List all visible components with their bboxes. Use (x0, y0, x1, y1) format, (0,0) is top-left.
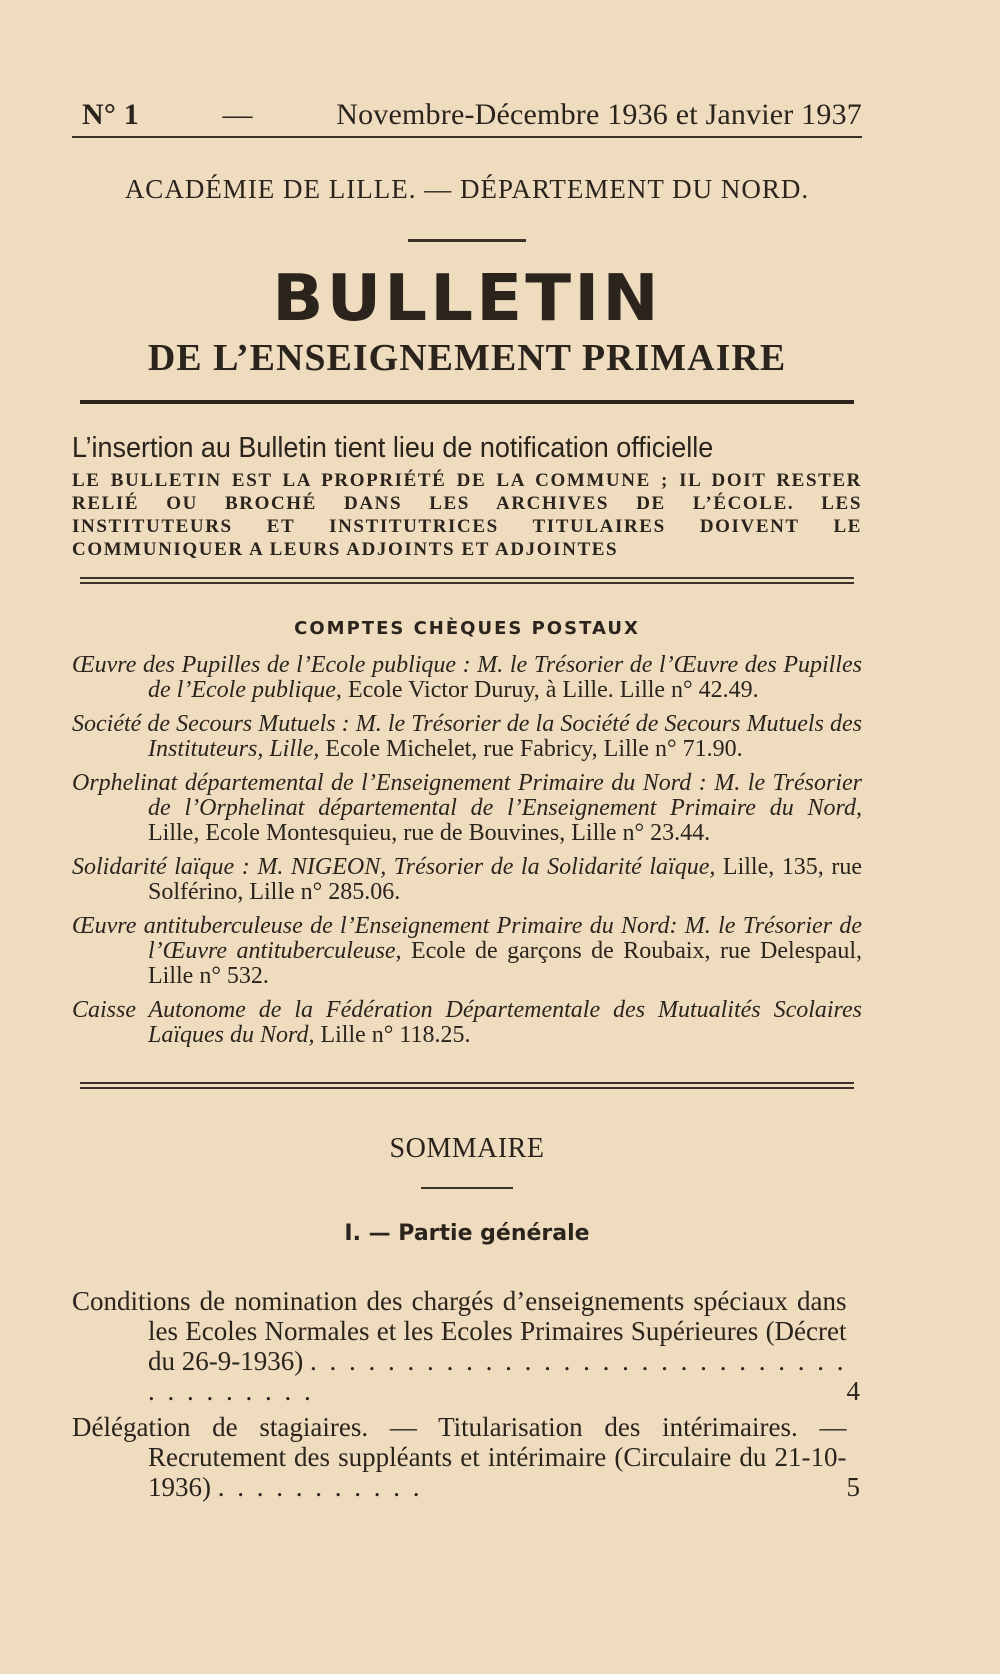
toc-item (72, 1286, 862, 1406)
sommaire-rule (421, 1187, 513, 1189)
comptes-entry (72, 914, 862, 989)
academie-line: ACADÉMIE DE LILLE. — DÉPARTEMENT DU NORD. (124, 174, 810, 204)
header-rule (72, 136, 862, 138)
toc-item-text (72, 1286, 847, 1406)
section-title: I. — Partie générale (344, 1221, 590, 1246)
comptes-entry (72, 855, 862, 905)
toc-item-label: Conditions de nomination des chargés d’enseignements spéciaux dans les Ecoles Normales et les Ecoles Primaires Supérieures (Décret du 26-9-1936) (72, 1286, 847, 1376)
toc-item-text (72, 1412, 847, 1502)
comptes-double-rule (80, 1082, 854, 1089)
entry-italic: Œuvre des Pupilles de l’Ecole publique : M. le Trésorier de l’Œuvre des Pupilles de l’Ecole publique, (72, 652, 862, 703)
entry-italic: Solidarité laïque : M. NIGEON, Trésorier de la Solidarité laïque, (72, 854, 716, 880)
entry-italic: Caisse Autonome de la Fédération Départementale des Mutualités Scolaires Laïques du Nord, (72, 997, 862, 1048)
issue-line (72, 98, 862, 132)
entry-italic: Œuvre antituberculeuse de l’Enseignement Primaire du Nord: M. le Trésorier de l’Œuvre antituberculeuse, (72, 913, 862, 964)
comptes-entry (72, 998, 862, 1048)
comptes-list (72, 653, 862, 1048)
toc-leader-dots: . . . . . . . . . . . . . . . . . . . . . . . . . . . . . . . . . . . . . (148, 1346, 847, 1406)
entry-roman: Lille n° 118.25. (314, 1022, 471, 1048)
comptes-title: COMPTES CHÈQUES POSTAUX (294, 618, 640, 639)
entry-roman: Lille, Ecole Montesquieu, rue de Bouvines, Lille n° 23.44. (148, 820, 711, 846)
entry-roman: Ecole Michelet, rue Fabricy, Lille n° 71.90. (319, 736, 743, 762)
entry-roman: Ecole Victor Duruy, à Lille. Lille n° 42.49. (341, 677, 759, 703)
comptes-entry (72, 712, 862, 762)
sommaire-title: SOMMAIRE (389, 1133, 545, 1164)
toc-list (72, 1286, 862, 1502)
notice-double-rule (80, 577, 854, 584)
entry-italic: Orphelinat départemental de l’Enseignement Primaire du Nord : M. le Trésorier de l’Orphelinat départemental de l’Enseignement Primaire du Nord, (72, 770, 862, 821)
bulletin-page (72, 98, 862, 1502)
notice-main: L’insertion au Bulletin tient lieu de notification officielle (72, 432, 714, 464)
issue-dates: Novembre-Décembre 1936 et Janvier 1937 (336, 98, 862, 131)
masthead-subtitle: DE L’ENSEIGNEMENT PRIMAIRE (147, 337, 787, 379)
issue-number: N° 1 (82, 98, 139, 131)
comptes-entry (72, 771, 862, 846)
title-ornament-rule (408, 239, 526, 242)
toc-item (72, 1412, 862, 1502)
entry-roman: Lille, 135, rue Solférino, Lille n° 285.06. (148, 854, 863, 905)
entry-italic: Société de Secours Mutuels : M. le Trésorier de la Société de Secours Mutuels des Instituteurs, Lille, (72, 711, 862, 762)
toc-item-page: 4 (846, 1376, 860, 1406)
issue-dash: — (222, 98, 253, 131)
comptes-entry (72, 653, 862, 703)
masthead-rule (80, 400, 854, 404)
entry-roman: Ecole de garçons de Roubaix, rue Delespaul, Lille n° 532. (148, 938, 862, 989)
notice-caps: LE BULLETIN EST LA PROPRIÉTÉ DE LA COMMUNE ; IL DOIT RESTER RELIÉ OU BROCHÉ DANS LES ARCHIVES DE L’ÉCOLE. LES INSTITUTEURS ET INSTITUTRICES TITULAIRES DOIVENT LE COMMUNIQUER A LEURS ADJOINTS ET ADJOINTES (72, 470, 862, 560)
toc-item-page: 5 (846, 1472, 860, 1502)
masthead-title: BULLETIN (272, 262, 662, 336)
toc-item-label: Délégation de stagiaires. — Titularisation des intérimaires. — Recrutement des suppléants et intérimaire (Circulaire du 21-10-1936) (72, 1412, 847, 1502)
toc-leader-dots: . . . . . . . . . . . (217, 1472, 423, 1502)
